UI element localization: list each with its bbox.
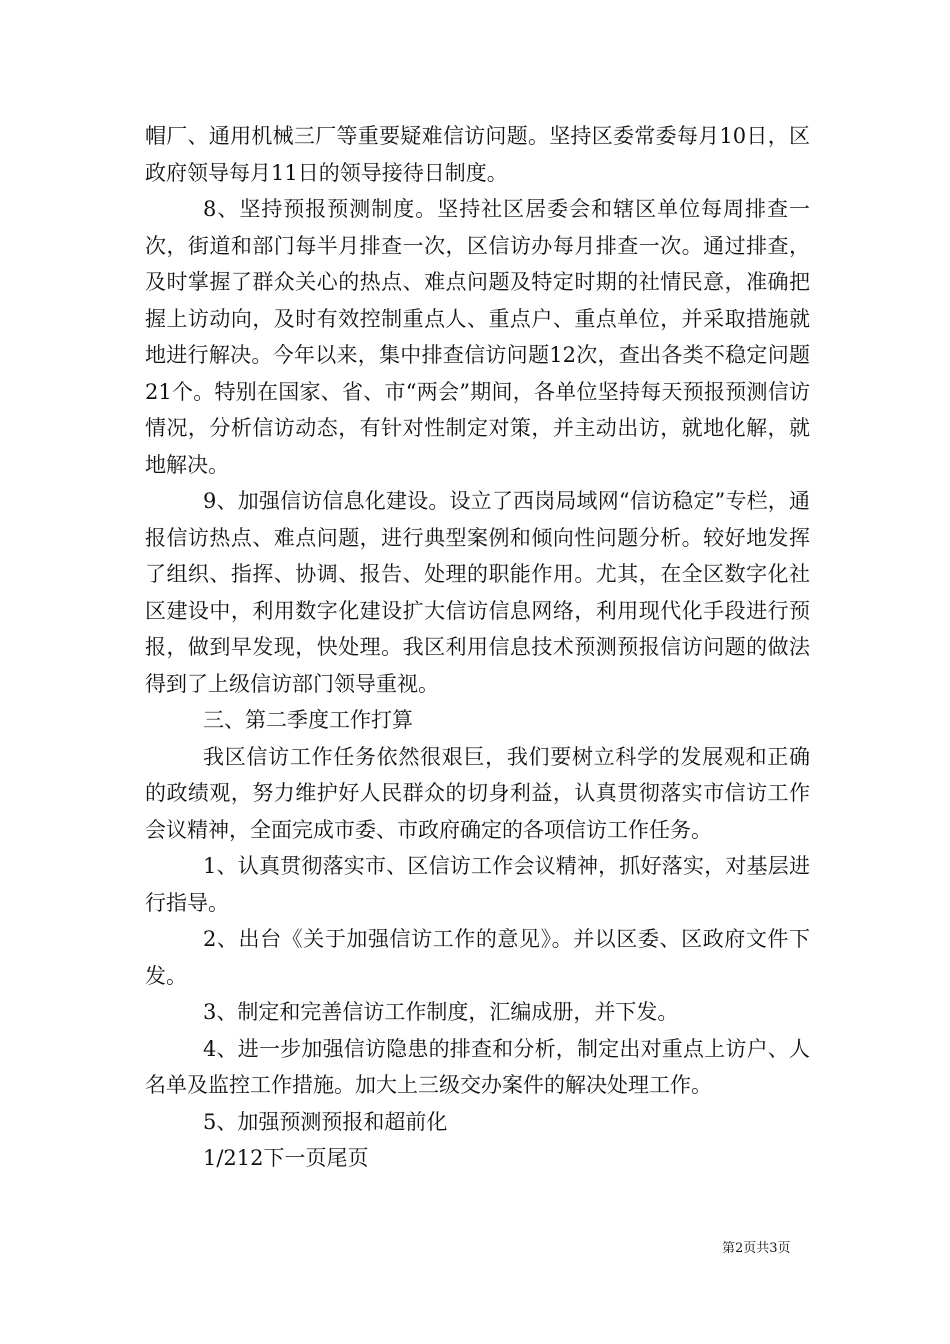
section-heading: 三、第二季度工作打算 [203,708,413,732]
paragraph-9: 4、进一步加强信访隐患的排查和分析，制定出对重点上访户、人名单及监控工作措施。加大上三级交办案件的解决处理工作。 [145,1036,810,1097]
paragraph-10: 5、加强预测预报和超前化 [203,1109,448,1134]
page-number-footer: 第2页共3页 [722,1241,791,1256]
paragraph-6: 1、认真贯彻落实市、区信访工作会议精神，抓好落实，对基层进行指导。 [145,854,810,915]
paragraph-2: 8、坚持预报预测制度。坚持社区居委会和辖区单位每周排查一次，街道和部门每半月排查一次，区信访办每月排查一次。通过排查，及时掌握了群众关心的热点、难点问题及特定时期的社情民意，准确把握上访动向，及时有效控制重点人、重点户、重点单位，并采取措施就地进行解决。今年以来，集中排查信访问题12次，查出各类不稳定问题21个。特别在国家、省、市“两会”期间，各单位坚持每天预报预测信访情况，分析信访动态，有针对性制定对策，并主动出访，就地化解，就地解决。 [145,197,810,477]
paragraph-5: 我区信访工作任务依然很艰巨，我们要树立科学的发展观和正确的政绩观，努力维护好人民群众的切身利益，认真贯彻落实市信访工作会议精神，全面完成市委、市政府确定的各项信访工作任务。 [145,744,810,842]
document-body [145,118,810,1177]
paragraph-3: 9、加强信访信息化建设。设立了西岗局域网“信访稳定”专栏，通报信访热点、难点问题，进行典型案例和倾向性问题分析。较好地发挥了组织、指挥、协调、报告、处理的职能作用。尤其，在全区数字化社区建设中，利用数字化建设扩大信访信息网络，利用现代化手段进行预报，做到早发现，快处理。我区利用信息技术预测预报信访问题的做法得到了上级信访部门领导重视。 [145,489,810,696]
paragraph-7: 2、出台《关于加强信访工作的意见》。并以区委、区政府文件下发。 [145,927,810,988]
paragraph-8: 3、制定和完善信访工作制度，汇编成册，并下发。 [203,1000,679,1024]
paragraph-1: 帽厂、通用机械三厂等重要疑难信访问题。坚持区委常委每月10日，区政府领导每月11日的领导接待日制度。 [145,124,810,185]
pagination-text: 1/212下一页尾页 [203,1146,369,1170]
